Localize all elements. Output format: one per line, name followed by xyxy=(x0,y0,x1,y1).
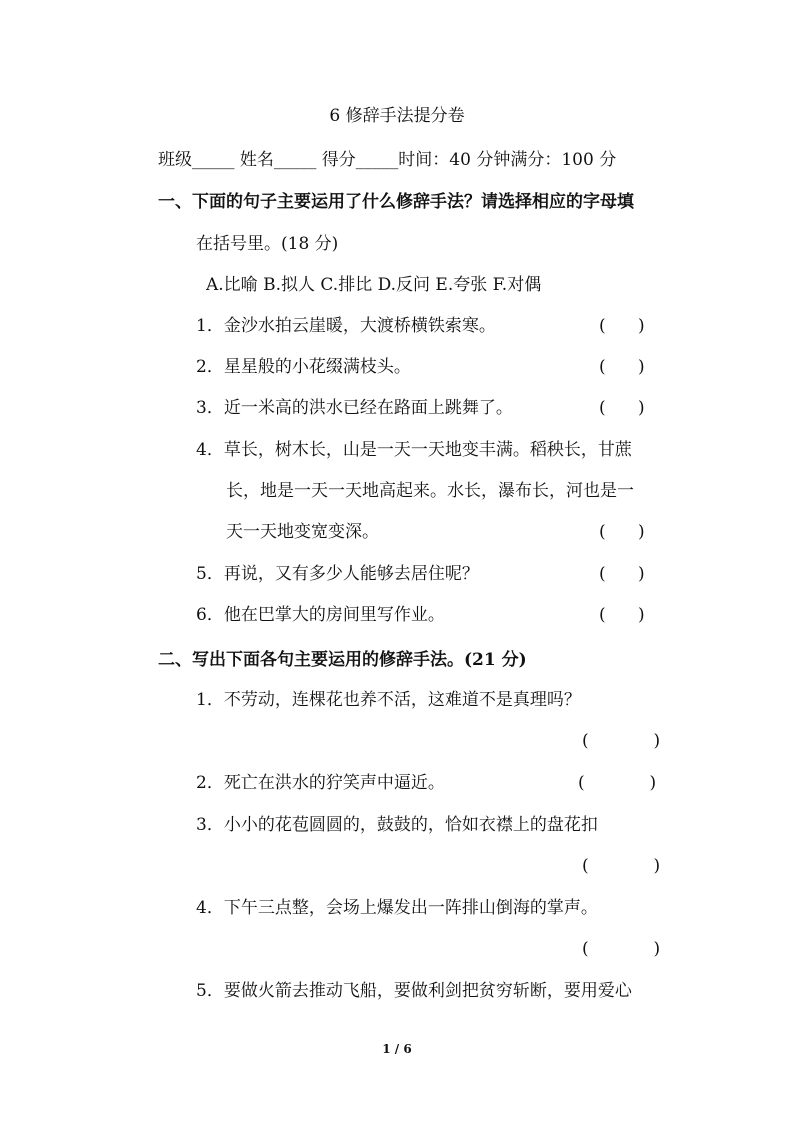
question-1-4-line2: 长，地是一天一天地高起来。水长，瀑布长，河也是一 xyxy=(226,481,634,501)
answer-blank-1-6[interactable]: ( ) xyxy=(599,605,645,625)
section2-heading: 二、写出下面各句主要运用的修辞手法。(21 分) xyxy=(158,650,527,670)
page-title: 6 修辞手法提分卷 xyxy=(329,106,465,126)
question-2-5: 5．要做火箭去推动飞船，要做利剑把贫穷斩断，要用爱心 xyxy=(196,981,632,1001)
question-2-4: 4．下午三点整，会场上爆发出一阵排山倒海的掌声。 xyxy=(196,898,598,918)
section1-heading: 一、下面的句子主要运用了什么修辞手法？请选择相应的字母填 xyxy=(158,192,634,212)
question-1-4-line3: 天一天地变宽变深。 xyxy=(226,522,379,542)
question-2-2: 2．死亡在洪水的狞笑声中逼近。 xyxy=(196,773,445,793)
answer-blank-2-3[interactable]: ( ) xyxy=(582,856,661,876)
answer-options: A.比喻 B.拟人 C.排比 D.反问 E.夸张 F.对偶 xyxy=(206,275,542,295)
question-1-6: 6．他在巴掌大的房间里写作业。 xyxy=(196,605,445,625)
question-2-1: 1．不劳动，连棵花也养不活，这难道不是真理吗？ xyxy=(196,690,581,710)
answer-blank-2-2[interactable]: ( ) xyxy=(578,773,657,793)
question-1-2: 2．星星般的小花缀满枝头。 xyxy=(196,357,411,377)
question-1-4-line1: 4．草长，树木长，山是一天一天地变丰满。稻秧长，甘蔗 xyxy=(196,440,632,460)
question-1-3: 3．近一米高的洪水已经在路面上跳舞了。 xyxy=(196,398,513,418)
answer-blank-1-4[interactable]: ( ) xyxy=(599,522,645,542)
student-info-line: 班级_____ 姓名_____ 得分_____时间：40 分钟满分：100 分 xyxy=(158,150,617,170)
answer-blank-2-4[interactable]: ( ) xyxy=(582,939,661,959)
page-number: 1 / 6 xyxy=(382,1042,412,1056)
question-1-1: 1．金沙水拍云崖暖，大渡桥横铁索寒。 xyxy=(196,316,496,336)
question-2-3: 3．小小的花苞圆圆的，鼓鼓的，恰如衣襟上的盘花扣 xyxy=(196,815,598,835)
question-1-5: 5．再说，又有多少人能够去居住呢？ xyxy=(196,564,479,584)
answer-blank-2-1[interactable]: ( ) xyxy=(582,731,661,751)
section1-heading-cont: 在括号里。(18 分) xyxy=(196,234,339,254)
answer-blank-1-1[interactable]: ( ) xyxy=(599,316,645,336)
answer-blank-1-5[interactable]: ( ) xyxy=(599,564,645,584)
answer-blank-1-3[interactable]: ( ) xyxy=(599,398,645,418)
answer-blank-1-2[interactable]: ( ) xyxy=(599,357,645,377)
